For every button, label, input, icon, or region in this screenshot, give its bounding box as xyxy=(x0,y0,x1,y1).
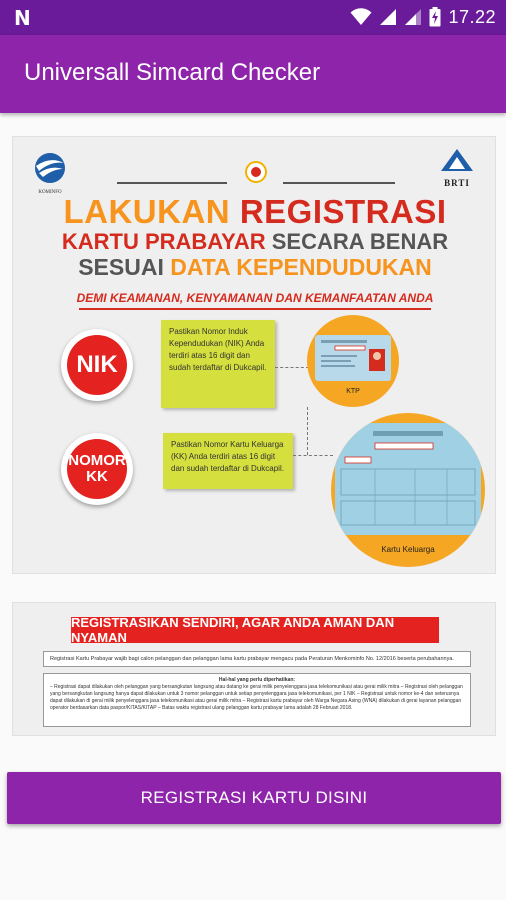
divider xyxy=(283,182,395,184)
self-registration-title: REGISTRASIKAN SENDIRI, AGAR ANDA AMAN DAN NYAMAN xyxy=(71,617,439,643)
tagline: DEMI KEAMANAN, KENYAMANAN DAN KEMANFAATAN ANDA xyxy=(76,291,434,305)
notes-box xyxy=(43,673,471,727)
ministry-emblem xyxy=(245,161,267,188)
nik-info-box: Pastikan Nomor Induk Kependudukan (NIK) Anda terdiri atas 16 digit dan sudah terdaftar di Dukcapil. xyxy=(161,320,275,408)
kominfo-logo: KOMINFO xyxy=(31,151,69,195)
connector-line xyxy=(307,407,308,455)
kartu-keluarga-illustration: Kartu Keluarga xyxy=(331,413,485,567)
app-bar xyxy=(0,35,506,113)
battery-charging-icon xyxy=(429,7,441,27)
registration-info-banner xyxy=(12,136,496,574)
headline-1: LAKUKAN REGISTRASI xyxy=(63,193,447,230)
headline-2: KARTU PRABAYAR SECARA BENAR xyxy=(61,229,449,254)
n-notification-icon: N xyxy=(14,6,31,30)
connector-line xyxy=(293,455,333,456)
regulation-note: Registrasi Kartu Prabayar wajib bagi calon pelanggan dan pelanggan lama kartu prabayar mengacu pada Peraturan Menkominfo No. 12/2016 beserta perubahannya. xyxy=(43,651,471,667)
register-card-button[interactable]: REGISTRASI KARTU DISINI xyxy=(7,772,501,824)
kk-document-image xyxy=(335,423,481,535)
nik-badge: NIK xyxy=(61,329,133,401)
brti-logo: BRTI xyxy=(433,147,481,188)
app-title: Universall Simcard Checker xyxy=(24,59,321,86)
status-icons xyxy=(350,5,496,29)
ktp-illustration: KTP xyxy=(307,315,399,407)
signal-icon xyxy=(404,8,422,26)
kk-info-box: Pastikan Nomor Kartu Keluarga (KK) Anda terdiri atas 16 digit dan sudah terdaftar di Dukcapil. xyxy=(163,433,293,489)
connector-line xyxy=(275,367,309,368)
wifi-icon xyxy=(350,8,372,26)
signal-icon xyxy=(379,8,397,26)
status-bar xyxy=(0,0,506,35)
status-time: 17.22 xyxy=(448,6,496,27)
divider xyxy=(117,182,227,184)
kk-badge: NOMOR KK xyxy=(61,433,133,505)
ktp-card-image xyxy=(315,335,391,381)
tagline-underline xyxy=(79,308,431,310)
notes-heading: Hal-hal yang perlu diperhatikan: xyxy=(218,677,296,683)
headline-3: SESUAI DATA KEPENDUDUKAN xyxy=(78,254,432,280)
notes-body: – Registrasi dapat dilakukan oleh pelanggan yang bersangkutan langsung atau datang ke gerai milik penyelenggara jasa telekomunikasi atau gerai milik mitra – Registrasi oleh pelanggan yang bersangkutan langsung hanya dapat dilakukan untuk 3 nomor pelanggan untuk setiap penyelenggara jasa telekomunikasi, per 1 NIK – Registrasi untuk nomor ke-4 dan seterusnya dapat dilakukan di gerai milik penyelenggara jasa telekomunikasi atau gerai milik mitra – Registrasi kartu prabayar oleh Warga Negara Asing (WNA) dilakukan di gerai layanan pelanggan operator berdasarkan data paspor/KITAS/KITAP – Batas waktu registrasi ulang pelanggan kartu prabayar lama adalah 28 Februari 2018. xyxy=(50,684,463,711)
self-registration-banner xyxy=(12,602,496,736)
